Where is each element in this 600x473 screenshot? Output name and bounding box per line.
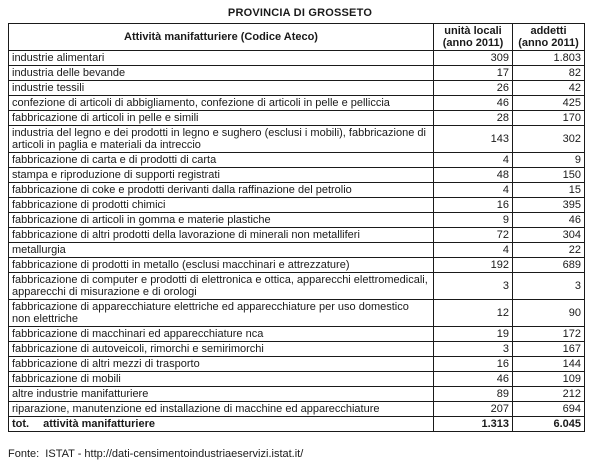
table-row bbox=[9, 153, 585, 168]
column-header-addetti: addetti (anno 2011) bbox=[513, 24, 585, 51]
unita-locali-cell: 3 bbox=[434, 342, 513, 357]
activity-cell: fabbricazione di carta e di prodotti di carta bbox=[9, 153, 434, 168]
table-row bbox=[9, 357, 585, 372]
unita-locali-cell: 46 bbox=[434, 372, 513, 387]
table-row bbox=[9, 372, 585, 387]
table-row bbox=[9, 126, 585, 153]
table-row bbox=[9, 327, 585, 342]
addetti-cell: 22 bbox=[513, 243, 585, 258]
page-title: PROVINCIA DI GROSSETO bbox=[227, 7, 373, 19]
addetti-cell: 170 bbox=[513, 111, 585, 126]
activity-cell: fabbricazione di coke e prodotti derivanti dalla raffinazione del petrolio bbox=[9, 183, 434, 198]
unita-locali-cell: 143 bbox=[434, 126, 513, 153]
table-row bbox=[9, 198, 585, 213]
unita-locali-cell: 4 bbox=[434, 243, 513, 258]
unita-locali-cell: 26 bbox=[434, 81, 513, 96]
addetti-cell: 9 bbox=[513, 153, 585, 168]
addetti-cell: 694 bbox=[513, 402, 585, 417]
unita-locali-cell: 16 bbox=[434, 357, 513, 372]
addetti-cell: 425 bbox=[513, 96, 585, 111]
table-row bbox=[9, 51, 585, 66]
unita-locali-cell: 72 bbox=[434, 228, 513, 243]
activity-cell: industrie alimentari bbox=[9, 51, 434, 66]
addetti-cell: 172 bbox=[513, 327, 585, 342]
activity-cell: metallurgia bbox=[9, 243, 434, 258]
unita-locali-cell: 4 bbox=[434, 153, 513, 168]
column-header-unita-locali: unità locali (anno 2011) bbox=[434, 24, 513, 51]
table-row bbox=[9, 402, 585, 417]
table-row bbox=[9, 342, 585, 357]
table-row bbox=[9, 111, 585, 126]
table-row bbox=[9, 168, 585, 183]
unita-locali-cell: 309 bbox=[434, 51, 513, 66]
activity-cell: fabbricazione di autoveicoli, rimorchi e semirimorchi bbox=[9, 342, 434, 357]
activity-cell: riparazione, manutenzione ed installazione di macchine ed apparecchiature bbox=[9, 402, 434, 417]
addetti-cell: 109 bbox=[513, 372, 585, 387]
unita-locali-cell: 9 bbox=[434, 213, 513, 228]
header-row bbox=[9, 24, 585, 51]
activity-cell: fabbricazione di mobili bbox=[9, 372, 434, 387]
activity-cell: fabbricazione di macchinari ed apparecchiature nca bbox=[9, 327, 434, 342]
unita-locali-cell: 48 bbox=[434, 168, 513, 183]
unita-locali-cell: 46 bbox=[434, 96, 513, 111]
manufacturing-table bbox=[8, 23, 585, 432]
activity-cell: altre industrie manifatturiere bbox=[9, 387, 434, 402]
addetti-cell: 304 bbox=[513, 228, 585, 243]
activity-cell: fabbricazione di prodotti in metallo (esclusi macchinari e attrezzature) bbox=[9, 258, 434, 273]
activity-cell: industria delle bevande bbox=[9, 66, 434, 81]
activity-cell: fabbricazione di apparecchiature elettriche ed apparecchiature per uso domestico non elettriche bbox=[9, 300, 434, 327]
addetti-cell: 689 bbox=[513, 258, 585, 273]
table-row bbox=[9, 183, 585, 198]
addetti-cell: 3 bbox=[513, 273, 585, 300]
activity-cell: fabbricazione di altri mezzi di trasporto bbox=[9, 357, 434, 372]
activity-cell: fabbricazione di altri prodotti della lavorazione di minerali non metalliferi bbox=[9, 228, 434, 243]
table-row bbox=[9, 243, 585, 258]
table-row bbox=[9, 387, 585, 402]
total-label-cell bbox=[9, 417, 434, 432]
total-unita-locali-cell: 1.313 bbox=[434, 417, 513, 432]
unita-locali-cell: 4 bbox=[434, 183, 513, 198]
total-row bbox=[9, 417, 585, 432]
total-prefix: tot. bbox=[12, 418, 30, 430]
table-row bbox=[9, 258, 585, 273]
addetti-cell: 15 bbox=[513, 183, 585, 198]
unita-locali-cell: 192 bbox=[434, 258, 513, 273]
addetti-cell: 82 bbox=[513, 66, 585, 81]
table-row bbox=[9, 300, 585, 327]
total-label: attività manifatturiere bbox=[43, 418, 155, 430]
table-body bbox=[9, 51, 585, 417]
source-note: Fonte: ISTAT - http://dati-censimentoindustriaeservizi.istat.it/ bbox=[8, 448, 304, 460]
activity-cell: fabbricazione di articoli in pelle e simili bbox=[9, 111, 434, 126]
unita-locali-cell: 3 bbox=[434, 273, 513, 300]
unita-locali-cell: 28 bbox=[434, 111, 513, 126]
addetti-cell: 150 bbox=[513, 168, 585, 183]
table-row bbox=[9, 213, 585, 228]
addetti-cell: 144 bbox=[513, 357, 585, 372]
addetti-cell: 46 bbox=[513, 213, 585, 228]
addetti-cell: 42 bbox=[513, 81, 585, 96]
addetti-cell: 395 bbox=[513, 198, 585, 213]
unita-locali-cell: 19 bbox=[434, 327, 513, 342]
addetti-cell: 302 bbox=[513, 126, 585, 153]
table-row bbox=[9, 66, 585, 81]
activity-cell: industria del legno e dei prodotti in legno e sughero (esclusi i mobili), fabbricazione di articoli in paglia e materiali da intreccio bbox=[9, 126, 434, 153]
addetti-cell: 1.803 bbox=[513, 51, 585, 66]
unita-locali-cell: 16 bbox=[434, 198, 513, 213]
table-row bbox=[9, 273, 585, 300]
addetti-cell: 167 bbox=[513, 342, 585, 357]
activity-cell: confezione di articoli di abbigliamento, confezione di articoli in pelle e pelliccia bbox=[9, 96, 434, 111]
table-row bbox=[9, 96, 585, 111]
activity-cell: fabbricazione di articoli in gomma e materie plastiche bbox=[9, 213, 434, 228]
activity-cell: stampa e riproduzione di supporti registrati bbox=[9, 168, 434, 183]
unita-locali-cell: 89 bbox=[434, 387, 513, 402]
unita-locali-cell: 12 bbox=[434, 300, 513, 327]
addetti-cell: 212 bbox=[513, 387, 585, 402]
column-header-activity: Attività manifatturiere (Codice Ateco) bbox=[9, 24, 434, 51]
addetti-cell: 90 bbox=[513, 300, 585, 327]
activity-cell: industrie tessili bbox=[9, 81, 434, 96]
activity-cell: fabbricazione di computer e prodotti di elettronica e ottica, apparecchi elettromedicali, apparecchi di misurazione e di orologi bbox=[9, 273, 434, 300]
table-row bbox=[9, 81, 585, 96]
unita-locali-cell: 207 bbox=[434, 402, 513, 417]
activity-cell: fabbricazione di prodotti chimici bbox=[9, 198, 434, 213]
table-row bbox=[9, 228, 585, 243]
total-addetti-cell: 6.045 bbox=[513, 417, 585, 432]
unita-locali-cell: 17 bbox=[434, 66, 513, 81]
